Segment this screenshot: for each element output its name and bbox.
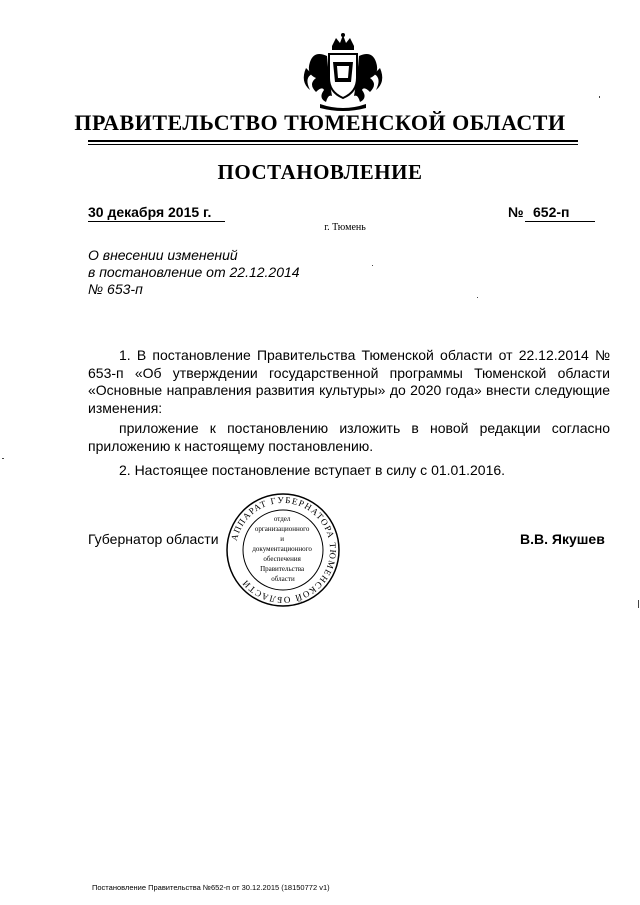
official-stamp — [225, 490, 341, 610]
scan-speck — [372, 265, 373, 266]
body-paragraph: приложение к постановлению изложить в новой редакции согласно приложению к настоящему постановлению. — [88, 420, 610, 454]
scan-speck — [2, 458, 4, 459]
scan-speck — [477, 297, 478, 298]
subject-line: О внесении изменений — [88, 247, 238, 263]
document-number: 652-п — [533, 204, 570, 220]
stamp-line: и — [280, 535, 284, 543]
stamp-line: документационного — [252, 545, 312, 553]
stamp-line: области — [271, 575, 295, 583]
scan-speck — [599, 96, 600, 98]
body-paragraph: 1. В постановление Правительства Тюменской области от 22.12.2014 № 653-п «Об утверждении государственной программы Тюменской области «Основные направления развития культуры» до 2020 года» внести следующие изменения: — [88, 347, 610, 416]
scan-speck — [638, 600, 639, 608]
header-rule-thin — [88, 144, 578, 145]
government-title: ПРАВИТЕЛЬСТВО ТЮМЕНСКОЙ ОБЛАСТИ — [74, 110, 566, 135]
document-subject — [88, 247, 300, 298]
stamp-outer-text: АППАРАТ ГУБЕРНАТОРА ТЮМЕНСКОЙ ОБЛАСТИ — [228, 494, 339, 606]
svg-text:отдел организационного — [252, 515, 313, 583]
subject-line: в постановление от 22.12.2014 — [88, 264, 300, 280]
number-label: № — [508, 204, 524, 220]
city: г. Тюмень — [324, 222, 366, 233]
stamp-line: Правительства — [260, 565, 305, 573]
document-body — [88, 347, 610, 479]
stamp-line: организационного — [254, 525, 310, 533]
document-type: ПОСТАНОВЛЕНИЕ — [217, 160, 423, 184]
signatory-position: Губернатор области — [88, 531, 219, 547]
stamp-line: отдел — [273, 515, 291, 523]
document-footer: Постановление Правительства №652-п от 30.12.2015 (18150772 v1) — [92, 883, 330, 892]
stamp-line: обеспечения — [263, 555, 301, 563]
coat-of-arms-icon — [296, 32, 390, 112]
document-date: 30 декабря 2015 г. — [88, 204, 212, 220]
signatory-name: В.В. Якушев — [520, 531, 605, 547]
header-rule-thick — [88, 140, 578, 142]
subject-line: № 653-п — [88, 281, 143, 297]
body-paragraph: 2. Настоящее постановление вступает в силу с 01.01.2016. — [119, 461, 506, 478]
